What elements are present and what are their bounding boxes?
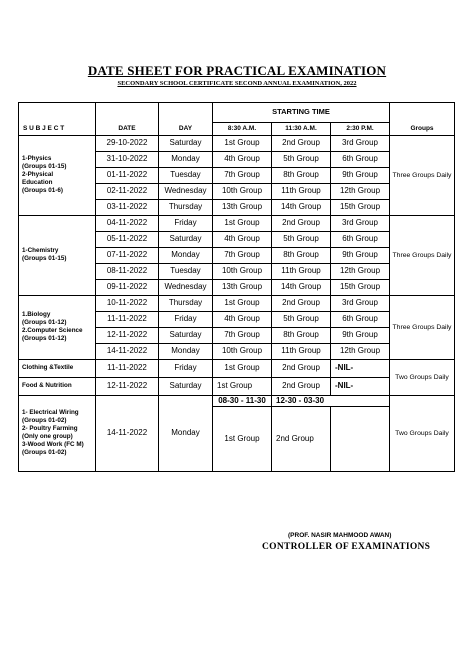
group-cell: 8th Group: [272, 328, 331, 344]
group-cell: 7th Group: [213, 248, 272, 264]
group-cell: 15th Group: [331, 200, 390, 216]
date-cell: 10-11-2022: [96, 296, 159, 312]
group-cell: 9th Group: [331, 328, 390, 344]
day-cell: Wednesday: [159, 280, 213, 296]
group-cell: 8th Group: [272, 248, 331, 264]
day-cell: Thursday: [159, 296, 213, 312]
day-cell: Monday: [159, 248, 213, 264]
time-slot-2: 12-30 - 03-30: [272, 396, 390, 407]
subject-line: 3-Wood Work (FC M): [22, 440, 84, 448]
day-cell: Tuesday: [159, 264, 213, 280]
subject-biology-computer: [19, 296, 96, 360]
date-cell: 11-11-2022: [96, 312, 159, 328]
date-cell: 14-11-2022: [96, 344, 159, 360]
group-cell: 11th Group: [272, 264, 331, 280]
page-title: DATE SHEET FOR PRACTICAL EXAMINATION: [87, 63, 387, 78]
subject-line: 1-Chemistry: [22, 247, 59, 255]
date-cell: 09-11-2022: [96, 280, 159, 296]
date-cell: 08-11-2022: [96, 264, 159, 280]
header-time-1: 8:30 A.M.: [213, 123, 272, 136]
group-cell: 10th Group: [213, 264, 272, 280]
nil-cell: -NIL-: [331, 378, 390, 396]
group-cell: 2nd Group: [272, 360, 331, 378]
header-time-3: 2:30 P.M.: [331, 123, 390, 136]
subject-line: 2-Physical: [22, 171, 54, 179]
group-cell: 2nd Group: [272, 378, 331, 396]
subject-line: (Groups 01-02): [22, 448, 67, 456]
subject-line: (Groups 01-6): [22, 186, 63, 194]
day-cell: Friday: [159, 360, 213, 378]
subject-line: (Groups 01-15): [22, 163, 67, 171]
group-cell: 3rd Group: [331, 136, 390, 152]
subject-line: 2.Computer Science: [22, 327, 83, 334]
date-cell: 02-11-2022: [96, 184, 159, 200]
group-cell: 2nd Group: [272, 407, 331, 472]
group-cell: 6th Group: [331, 312, 390, 328]
date-cell: 03-11-2022: [96, 200, 159, 216]
group-cell: 13th Group: [213, 280, 272, 296]
header-time-2: 11:30 A.M.: [272, 123, 331, 136]
header-starting-time: STARTING TIME: [213, 103, 390, 123]
group-cell: 5th Group: [272, 232, 331, 248]
subject-vocational: [19, 396, 96, 472]
time-slot-1: 08-30 - 11-30: [213, 396, 272, 407]
group-cell: 5th Group: [272, 312, 331, 328]
group-cell: 11th Group: [272, 184, 331, 200]
subject-line: (Only one group): [22, 433, 73, 440]
day-cell: Friday: [159, 216, 213, 232]
header-blank-date: [96, 103, 159, 123]
group-cell: 1st Group: [213, 360, 272, 378]
group-cell: 13th Group: [213, 200, 272, 216]
header-blank-subject: [19, 103, 96, 123]
subject-clothing-textile: Clothing &Textile: [19, 360, 96, 378]
date-cell: 29-10-2022: [96, 136, 159, 152]
group-cell: 14th Group: [272, 200, 331, 216]
subject-line: (Groups 01-15): [22, 255, 67, 262]
day-cell: Friday: [159, 312, 213, 328]
subject-line: 2- Poultry Farming: [22, 425, 78, 433]
subject-line: (Groups 01-12): [22, 334, 67, 342]
group-cell: 4th Group: [213, 312, 272, 328]
page-subtitle: SECONDARY SCHOOL CERTIFICATE SECOND ANNUAL EXAMINATION, 2022: [117, 80, 357, 87]
groups-note: Three Groups Daily: [390, 296, 455, 360]
subject-line: 1.Biology: [22, 311, 51, 319]
date-sheet-table: [18, 102, 455, 472]
group-cell: 7th Group: [213, 328, 272, 344]
group-cell: 9th Group: [331, 248, 390, 264]
group-cell: 1st Group: [213, 407, 272, 472]
day-cell: Monday: [159, 152, 213, 168]
group-cell: 12th Group: [331, 344, 390, 360]
group-cell: 2nd Group: [272, 216, 331, 232]
group-cell: 1st Group: [213, 378, 272, 396]
groups-note: Three Groups Daily: [390, 136, 455, 216]
groups-note: Two Groups Daily: [390, 396, 455, 472]
empty-cell: [331, 407, 390, 472]
group-cell: 3rd Group: [331, 296, 390, 312]
group-cell: 9th Group: [331, 168, 390, 184]
group-cell: 10th Group: [213, 344, 272, 360]
header-date: DATE: [96, 123, 159, 136]
date-cell: 11-11-2022: [96, 360, 159, 378]
header-blank-day: [159, 103, 213, 123]
subject-physics: [19, 136, 96, 216]
date-cell: 12-11-2022: [96, 378, 159, 396]
date-cell: 07-11-2022: [96, 248, 159, 264]
date-cell: 01-11-2022: [96, 168, 159, 184]
group-cell: 15th Group: [331, 280, 390, 296]
date-cell: 12-11-2022: [96, 328, 159, 344]
controller-designation: CONTROLLER OF EXAMINATIONS: [262, 542, 431, 552]
subject-line: Education: [22, 178, 53, 186]
subject-line: (Groups 01-02): [22, 417, 67, 425]
header-groups: Groups: [390, 123, 455, 136]
group-cell: 7th Group: [213, 168, 272, 184]
group-cell: 1st Group: [213, 296, 272, 312]
group-cell: 1st Group: [213, 136, 272, 152]
subject-food-nutrition: Food & Nutrition: [19, 378, 96, 396]
group-cell: 10th Group: [213, 184, 272, 200]
group-cell: 1st Group: [213, 216, 272, 232]
day-cell: Monday: [159, 396, 213, 472]
date-cell: 04-11-2022: [96, 216, 159, 232]
subject-chemistry: [19, 216, 96, 296]
groups-note: Three Groups Daily: [390, 216, 455, 296]
header-day: DAY: [159, 123, 213, 136]
day-cell: Monday: [159, 344, 213, 360]
subject-line: 1- Electrical Wiring: [22, 409, 79, 417]
day-cell: Thursday: [159, 200, 213, 216]
group-cell: 8th Group: [272, 168, 331, 184]
day-cell: Saturday: [159, 328, 213, 344]
subject-line: (Groups 01-12): [22, 319, 67, 327]
date-cell: 31-10-2022: [96, 152, 159, 168]
date-cell: 14-11-2022: [96, 396, 159, 472]
group-cell: 6th Group: [331, 152, 390, 168]
day-cell: Tuesday: [159, 168, 213, 184]
group-cell: 4th Group: [213, 232, 272, 248]
header-blank-groups: [390, 103, 455, 123]
subject-line: 1-Physics: [22, 155, 52, 163]
day-cell: Saturday: [159, 232, 213, 248]
header-subject: S U B J E C T: [19, 123, 96, 136]
controller-name: (PROF. NASIR MAHMOOD AWAN): [288, 532, 392, 539]
date-cell: 05-11-2022: [96, 232, 159, 248]
day-cell: Saturday: [159, 378, 213, 396]
group-cell: 6th Group: [331, 232, 390, 248]
group-cell: 5th Group: [272, 152, 331, 168]
group-cell: 11th Group: [272, 344, 331, 360]
nil-cell: -NIL-: [331, 360, 390, 378]
group-cell: 2nd Group: [272, 296, 331, 312]
group-cell: 4th Group: [213, 152, 272, 168]
group-cell: 14th Group: [272, 280, 331, 296]
group-cell: 3rd Group: [331, 216, 390, 232]
groups-note: Two Groups Daily: [390, 360, 455, 396]
group-cell: 2nd Group: [272, 136, 331, 152]
group-cell: 12th Group: [331, 264, 390, 280]
day-cell: Saturday: [159, 136, 213, 152]
day-cell: Wednesday: [159, 184, 213, 200]
group-cell: 12th Group: [331, 184, 390, 200]
